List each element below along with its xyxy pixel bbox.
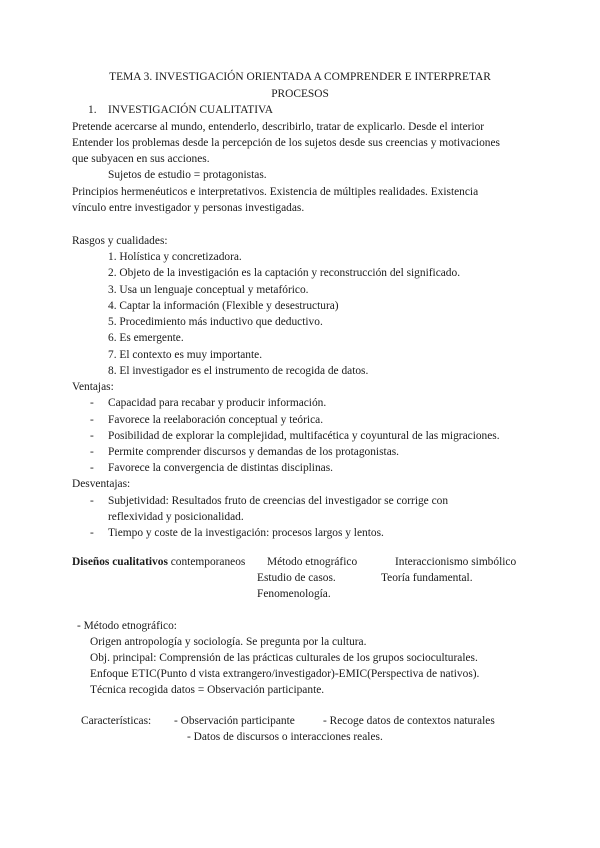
bullet-dash: -: [90, 527, 94, 539]
ventajas-heading: Ventajas:: [72, 381, 114, 393]
intro-line: Entender los problemas desde la percepción de los sujetos desde sus creencias y motivaciones: [72, 137, 500, 149]
caracteristicas-label: Características:: [81, 715, 152, 727]
section-title: INVESTIGACIÓN CUALITATIVA: [108, 104, 273, 116]
design-item: Estudio de casos.: [257, 572, 336, 584]
list-item: Tiempo y coste de la investigación: procesos largos y lentos.: [108, 527, 384, 539]
list-item-continued: reflexividad y posicionalidad.: [108, 511, 244, 523]
disenos-label-rest: contemporaneos: [167, 556, 246, 568]
design-item: Fenomenología.: [257, 588, 331, 600]
list-item: 3. Usa un lenguaje conceptual y metafórico.: [108, 284, 309, 296]
etnografico-line: Origen antropología y sociología. Se pregunta por la cultura.: [90, 636, 367, 648]
disenos-label-bold: Diseños cualitativos: [72, 556, 168, 568]
intro-line: Principios hermenéuticos e interpretativos. Existencia de múltiples realidades. Existencia: [72, 186, 479, 198]
list-item: 1. Holística y concretizadora.: [108, 251, 242, 263]
page-title-continued: PROCESOS: [271, 88, 329, 100]
caracteristica-item: - Recoge datos de contextos naturales: [323, 715, 495, 727]
disenos-label: [72, 554, 245, 570]
list-item: Favorece la convergencia de distintas disciplinas.: [108, 462, 333, 474]
bullet-dash: -: [90, 430, 94, 442]
list-item: Permite comprender discursos y demandas de los protagonistas.: [108, 446, 400, 458]
caracteristica-item: - Observación participante: [174, 715, 295, 727]
bullet-dash: -: [90, 495, 94, 507]
list-item: Posibilidad de explorar la complejidad, multifacética y coyuntural de las migraciones.: [108, 430, 500, 442]
bullet-dash: -: [90, 397, 94, 409]
intro-line: Sujetos de estudio = protagonistas.: [108, 169, 267, 181]
page-title: TEMA 3. INVESTIGACIÓN ORIENTADA A COMPRENDER E INTERPRETAR: [109, 71, 491, 83]
bullet-dash: -: [90, 462, 94, 474]
list-item: 8. El investigador es el instrumento de recogida de datos.: [108, 365, 369, 377]
list-item: Favorece la reelaboración conceptual y teórica.: [108, 414, 324, 426]
design-item: Teoría fundamental.: [381, 572, 473, 584]
bullet-dash: -: [90, 446, 94, 458]
etnografico-line: Técnica recogida datos = Observación participante.: [90, 684, 325, 696]
intro-line: vínculo entre investigador y personas investigadas.: [72, 202, 305, 214]
list-item: Capacidad para recabar y producir información.: [108, 397, 327, 409]
design-item: Método etnográfico: [267, 556, 358, 568]
list-item: 6. Es emergente.: [108, 332, 184, 344]
rasgos-heading: Rasgos y cualidades:: [72, 235, 168, 247]
etnografico-line: Enfoque ETIC(Punto d vista extrangero/investigador)-EMIC(Perspectiva de nativos).: [90, 668, 480, 680]
etnografico-line: Obj. principal: Comprensión de las prácticas culturales de los grupos socioculturales.: [90, 652, 478, 664]
desventajas-heading: Desventajas:: [72, 478, 131, 490]
list-item: 4. Captar la información (Flexible y desestructura): [108, 300, 339, 312]
list-item: 2. Objeto de la investigación es la captación y reconstrucción del significado.: [108, 267, 461, 279]
list-item: Subjetividad: Resultados fruto de creencias del investigador se corrige con: [108, 495, 449, 507]
etnografico-heading: - Método etnográfico:: [77, 620, 177, 632]
design-item: Interaccionismo simbólico: [395, 556, 517, 568]
bullet-dash: -: [90, 414, 94, 426]
list-item: 5. Procedimiento más inductivo que deductivo.: [108, 316, 323, 328]
intro-line: que subyacen en sus acciones.: [72, 153, 210, 165]
caracteristica-item: - Datos de discursos o interacciones reales.: [187, 731, 383, 743]
intro-line: Pretende acercarse al mundo, entenderlo, describirlo, tratar de explicarlo. Desde el interior: [72, 121, 485, 133]
section-number: 1.: [88, 104, 97, 116]
list-item: 7. El contexto es muy importante.: [108, 349, 263, 361]
